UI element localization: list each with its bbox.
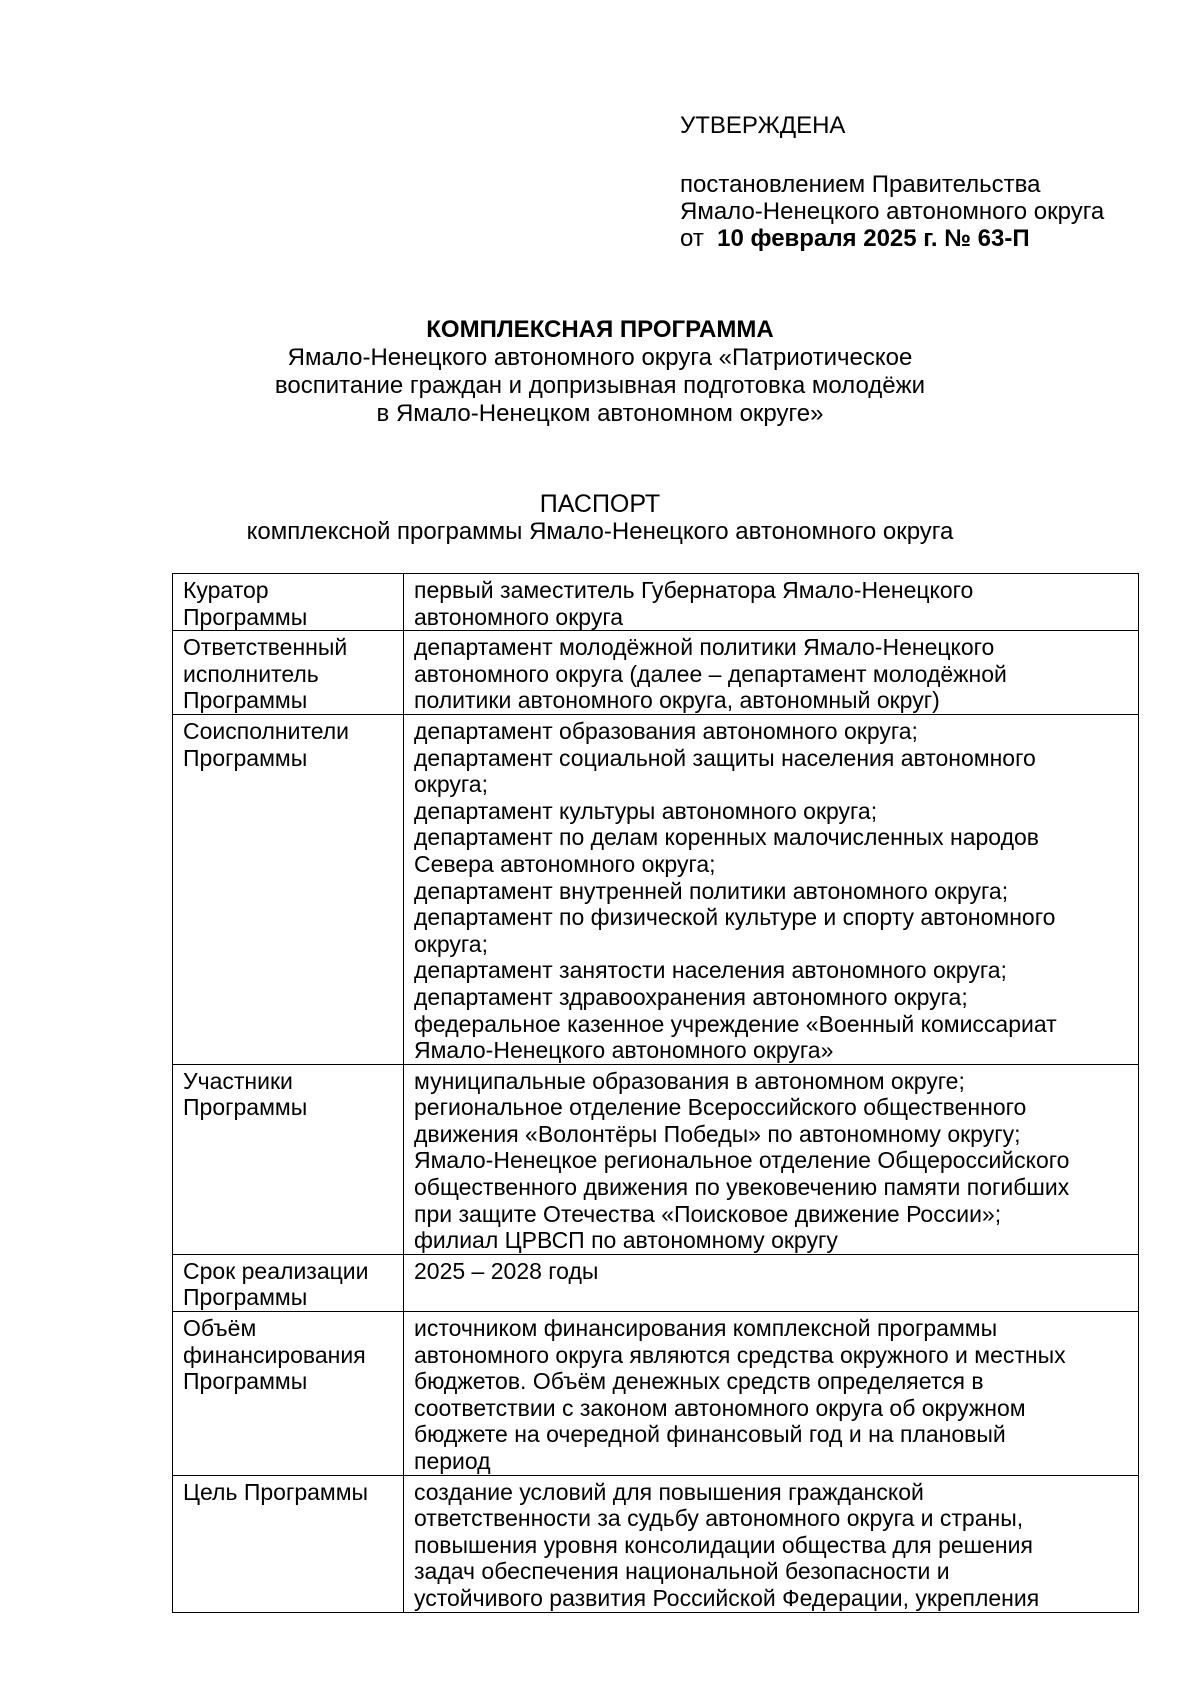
row-value-line: источником финансирования комплексной программы xyxy=(414,1315,998,1342)
date-prefix: от xyxy=(680,225,704,252)
row-value-line: департамент здравоохранения автономного округа; xyxy=(414,983,968,1010)
row-label-line: Срок реализации xyxy=(183,1257,369,1284)
row-value-line: департамент по физической культуре и спорту автономного xyxy=(414,904,1056,931)
row-value-line: департамент внутренней политики автономного округа; xyxy=(414,877,1009,904)
row-label-cell xyxy=(173,1254,404,1311)
row-value-line: филиал ЦРВСП по автономному округу xyxy=(414,1227,838,1254)
row-value-cell xyxy=(404,1254,1139,1311)
row-value-cell xyxy=(404,1064,1139,1254)
row-label-line: Программы xyxy=(183,1368,308,1395)
row-value-line: создание условий для повышения гражданской xyxy=(414,1478,924,1505)
program-title xyxy=(0,316,1200,428)
program-title-line: воспитание граждан и допризывная подготовка молодёжи xyxy=(274,372,926,399)
row-value-line: департамент образования автономного округа; xyxy=(414,717,918,744)
table-row xyxy=(173,631,1139,715)
row-value-line: бюджете на очередной финансовый год и на плановый xyxy=(414,1421,1006,1448)
row-value-line: задач обеспечения национальной безопасности и xyxy=(414,1558,950,1585)
row-value-line: Ямало-Ненецкое региональное отделение Общероссийского xyxy=(414,1147,1070,1174)
row-value-line: устойчивого развития Российской Федерации, укрепления xyxy=(414,1584,1040,1611)
row-value-cell xyxy=(404,1312,1139,1476)
row-label-line: Цель Программы xyxy=(183,1478,369,1505)
row-label-line: Программы xyxy=(183,744,308,771)
program-heading: КОМПЛЕКСНАЯ ПРОГРАММА xyxy=(426,316,774,343)
row-value-line: департамент занятости населения автономного округа; xyxy=(414,957,1007,984)
row-label-cell xyxy=(173,714,404,1064)
row-value-line: департамент по делам коренных малочисленных народов xyxy=(414,824,1039,851)
approval-stamp: УТВЕРЖДЕНА xyxy=(680,112,846,139)
row-label-line: финансирования xyxy=(183,1341,366,1368)
approval-date-line xyxy=(680,225,1104,252)
row-label-line: Участники xyxy=(183,1067,293,1094)
row-label-line: Программы xyxy=(183,687,308,714)
passport-title xyxy=(0,490,1200,546)
row-label-line: Объём xyxy=(183,1315,257,1342)
row-value-line: автономного округа являются средства окружного и местных xyxy=(414,1341,1066,1368)
table-row xyxy=(173,1475,1139,1612)
row-label-cell xyxy=(173,631,404,715)
row-label-line: Программы xyxy=(183,1284,308,1311)
row-label-cell xyxy=(173,1064,404,1254)
row-label-line: Программы xyxy=(183,603,308,630)
row-value-line: округа; xyxy=(414,771,488,798)
row-value-line: период xyxy=(414,1448,491,1474)
row-value-line: департамент молодёжной политики Ямало-Ненецкого xyxy=(414,634,995,661)
row-value-line: департамент культуры автономного округа; xyxy=(414,797,878,824)
row-value-cell xyxy=(404,631,1139,715)
table-row xyxy=(173,1312,1139,1476)
row-value-line: муниципальные образования в автономном округе; xyxy=(414,1067,965,1094)
row-value-line: региональное отделение Всероссийского общественного xyxy=(414,1094,1027,1121)
row-value-line: округа; xyxy=(414,930,488,957)
passport-subheading: комплексной программы Ямало-Ненецкого автономного округа xyxy=(246,518,954,545)
row-value-line: Севера автономного округа; xyxy=(414,850,716,877)
decree-date-number: 10 февраля 2025 г. № 63-П xyxy=(717,225,1030,252)
row-value-line: бюджетов. Объём денежных средств определяется в xyxy=(414,1368,984,1395)
table-row xyxy=(173,714,1139,1064)
row-label-line: Куратор xyxy=(183,577,269,603)
approval-block xyxy=(680,112,1104,252)
passport-heading: ПАСПОРТ xyxy=(539,490,661,518)
row-value-line: ответственности за судьбу автономного округа и страны, xyxy=(414,1505,1024,1532)
row-value-line: автономного округа xyxy=(414,603,623,630)
row-value-line: повышения уровня консолидации общества для решения xyxy=(414,1531,1033,1558)
row-value-line: при защите Отечества «Поисковое движение России»; xyxy=(414,1200,1002,1227)
row-label-line: Соисполнители xyxy=(183,717,350,744)
row-value-line: первый заместитель Губернатора Ямало-Ненецкого xyxy=(414,577,974,603)
row-value-cell xyxy=(404,1475,1139,1612)
approval-line: Ямало-Ненецкого автономного округа xyxy=(680,198,1105,225)
row-value-cell xyxy=(404,714,1139,1064)
row-value-line: автономного округа (далее – департамент молодёжной xyxy=(414,660,1007,687)
row-value-line: движения «Волонтёры Победы» по автономному округу; xyxy=(414,1120,1021,1147)
approval-line: постановлением Правительства xyxy=(680,171,1041,198)
program-title-line: в Ямало-Ненецком автономном округе» xyxy=(376,400,824,427)
row-value-line: департамент социальной защиты населения автономного xyxy=(414,744,1036,771)
row-value-line: соответствии с законом автономного округа об окружном xyxy=(414,1394,1026,1421)
row-label-line: Ответственный xyxy=(183,634,348,661)
passport-table-body xyxy=(173,574,1139,1613)
row-label-line: исполнитель xyxy=(183,660,319,687)
row-value-line: Ямало-Ненецкого автономного округа» xyxy=(414,1037,834,1064)
row-value-line: общественного движения по увековечению памяти погибших xyxy=(414,1174,1070,1201)
row-label-cell xyxy=(173,1312,404,1476)
table-row xyxy=(173,1254,1139,1311)
row-value-line: политики автономного округа, автономный округ) xyxy=(414,687,940,714)
table-row xyxy=(173,1064,1139,1254)
passport-table xyxy=(172,573,1139,1613)
row-label-cell xyxy=(173,574,404,631)
row-value-cell xyxy=(404,574,1139,631)
row-value-line: федеральное казенное учреждение «Военный комиссариат xyxy=(414,1010,1057,1037)
table-row xyxy=(173,574,1139,631)
row-label-line: Программы xyxy=(183,1094,308,1121)
row-value-line: 2025 – 2028 годы xyxy=(414,1257,599,1284)
row-label-cell xyxy=(173,1475,404,1612)
program-title-line: Ямало-Ненецкого автономного округа «Патриотическое xyxy=(287,344,913,371)
